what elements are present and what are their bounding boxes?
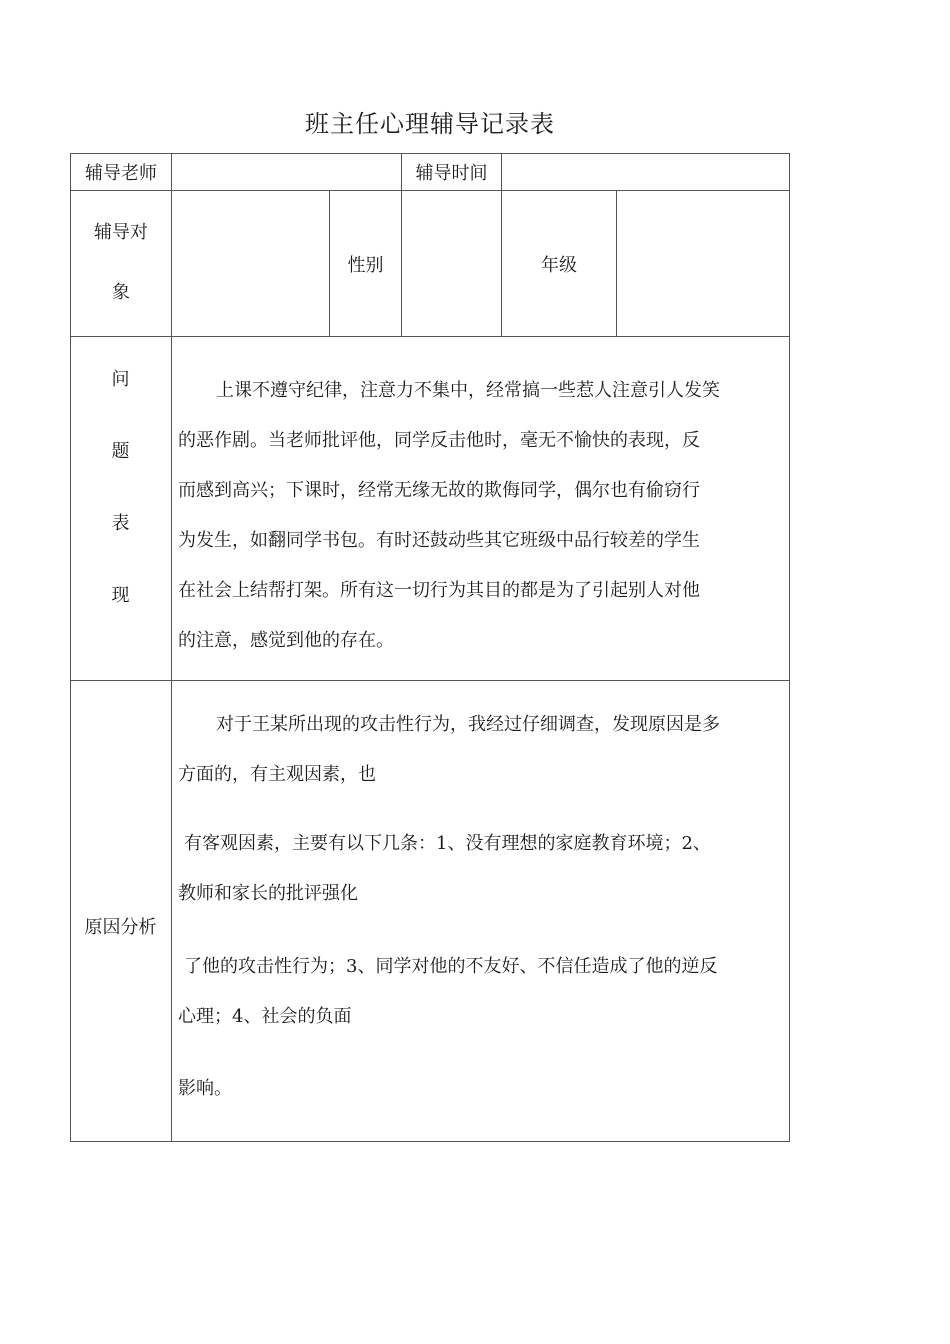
text-line: 心理；4、社会的负面 [178,1006,352,1027]
text-line: 教师和家长的批评强化 [178,883,358,904]
time-label: 辅导时间 [415,163,488,184]
problem-label-char: 现 [111,585,130,606]
time-value[interactable] [502,154,789,190]
grade-value[interactable] [617,191,789,336]
problem-label-char: 问 [111,369,130,390]
teacher-value[interactable] [172,154,401,190]
text-line: 而感到高兴；下课时，经常无缘无故的欺侮同学，偶尔也有偷窃行 [178,480,700,501]
text-line: 为发生，如翻同学书包。有时还鼓动些其它班级中品行较差的学生 [178,530,700,551]
target-value[interactable] [172,191,329,336]
problem-description [178,366,784,666]
problem-label-char: 表 [111,513,130,534]
cause-description [178,700,784,800]
problem-label-char: 题 [111,441,130,462]
cause-description [178,819,784,919]
text-line: 在社会上结帮打架。所有这一切行为其目的都是为了引起别人对他 [178,580,700,601]
target-label-line2: 象 [112,282,130,303]
grade-label: 年级 [541,254,577,276]
gender-value[interactable] [402,191,501,336]
text-line: 上课不遵守纪律，注意力不集中，经常搞一些惹人注意引人发笑 [216,380,720,401]
row-divider [70,680,790,681]
row-divider [70,336,790,337]
text-line: 了他的攻击性行为；3、同学对他的不友好、不信任造成了他的逆反 [184,956,718,977]
table-border-bottom [70,1141,790,1142]
cause-label: 原因分析 [84,917,157,938]
text-line: 方面的，有主观因素，也 [178,764,376,785]
target-label-line1: 辅导对 [94,222,148,243]
text-line: 的注意，感觉到他的存在。 [178,630,394,651]
text-line: 有客观因素，主要有以下几条：1、没有理想的家庭教育环境；2、 [184,833,711,854]
text-line: 对于王某所出现的攻击性行为，我经过仔细调查，发现原因是多 [216,714,720,735]
text-line: 的恶作剧。当老师批评他，同学反击他时，毫无不愉快的表现，反 [178,430,700,451]
teacher-label: 辅导老师 [85,163,157,184]
cause-description [178,1064,784,1114]
table-border-right [789,153,790,1142]
gender-label: 性别 [347,254,384,276]
cause-description [178,942,784,1042]
page-title: 班主任心理辅导记录表 [305,110,555,138]
text-line: 影响。 [178,1078,232,1099]
